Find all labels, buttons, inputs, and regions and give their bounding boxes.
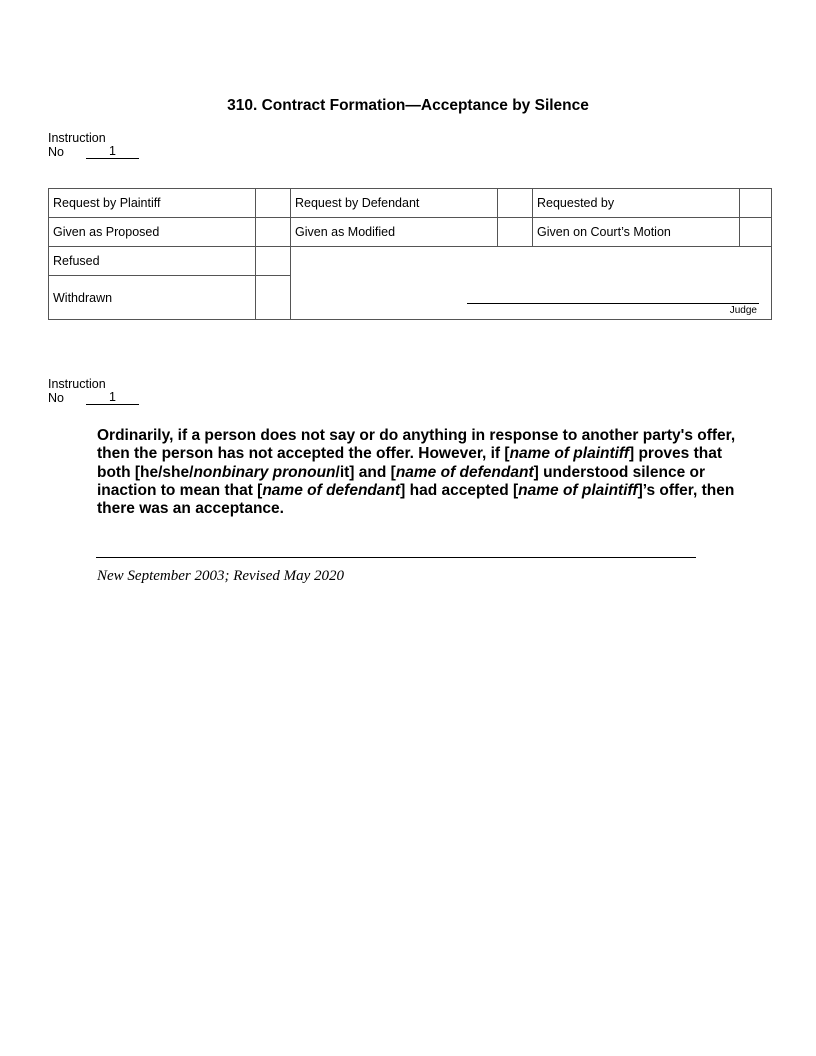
text-segment: ] proves that both [he/she/: [97, 445, 722, 481]
instruction-label: Instruction: [48, 377, 106, 391]
no-label: No: [48, 391, 64, 405]
withdrawn-label: Withdrawn: [49, 276, 256, 320]
given-as-modified-label: Given as Modified: [291, 218, 498, 247]
no-value: 1: [86, 145, 139, 159]
history-note: New September 2003; Revised May 2020: [97, 568, 345, 584]
judge-label: Judge: [729, 305, 757, 316]
judge-signature-line: [467, 303, 759, 304]
withdrawn-checkbox[interactable]: [256, 276, 291, 320]
divider-line: [96, 557, 696, 558]
text-segment: /it] and [: [335, 463, 396, 481]
instruction-label: Instruction: [48, 131, 106, 145]
given-on-courts-motion-checkbox[interactable]: [740, 218, 772, 247]
judge-signature-area: [291, 247, 772, 320]
text-segment: Ordinarily, if a person does not say or do anything in response to another party's offer, then the person has not accepted the offer. However, if [: [97, 427, 736, 463]
no-value: 1: [86, 391, 139, 405]
instruction-no-row: [48, 390, 116, 405]
text-segment: ] had accepted [: [400, 481, 519, 499]
request-by-plaintiff-checkbox[interactable]: [256, 189, 291, 218]
refused-label: Refused: [49, 247, 256, 276]
instruction-body: [97, 427, 737, 518]
instruction-number-block: [48, 131, 116, 159]
requested-by-checkbox[interactable]: [740, 189, 772, 218]
no-label: No: [48, 145, 64, 159]
instruction-number-block: [48, 377, 116, 405]
request-by-plaintiff-label: Request by Plaintiff: [49, 189, 256, 218]
given-on-courts-motion-label: Given on Court’s Motion: [533, 218, 740, 247]
requested-by-label: Requested by: [533, 189, 740, 218]
text-segment: ] understood silence or inaction to mean that [: [97, 463, 705, 499]
refused-checkbox[interactable]: [256, 247, 291, 276]
given-as-modified-checkbox[interactable]: [498, 218, 533, 247]
text-segment: ]’s offer, then there was an acceptance.: [97, 481, 735, 518]
request-table: [48, 188, 772, 320]
placeholder-plaintiff: name of plaintiff: [518, 481, 638, 499]
instruction-no-row: [48, 144, 116, 159]
given-as-proposed-checkbox[interactable]: [256, 218, 291, 247]
request-by-defendant-label: Request by Defendant: [291, 189, 498, 218]
placeholder-pronoun: nonbinary pronoun: [193, 463, 336, 481]
instruction-title: 310. Contract Formation—Acceptance by Silence: [227, 97, 589, 114]
placeholder-defendant: name of defendant: [262, 481, 401, 499]
given-as-proposed-label: Given as Proposed: [49, 218, 256, 247]
request-by-defendant-checkbox[interactable]: [498, 189, 533, 218]
placeholder-plaintiff: name of plaintiff: [509, 445, 629, 463]
placeholder-defendant: name of defendant: [395, 463, 534, 481]
